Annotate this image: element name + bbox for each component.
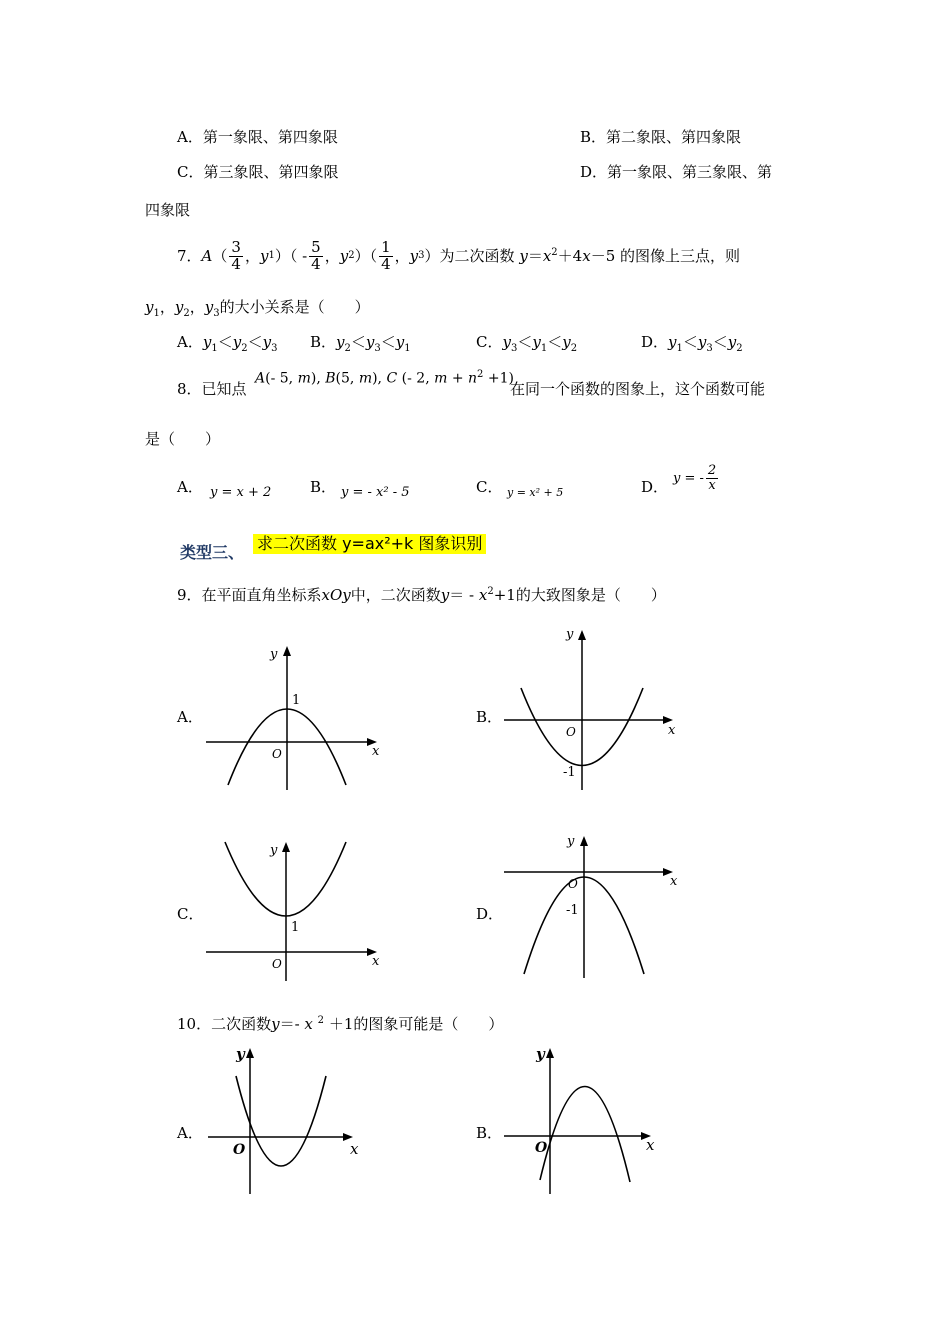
q8-option-a-expr: y = x + 2 [210,485,272,500]
q6-option-d: D．第一象限、第三象限、第 [580,163,773,181]
x-label: x [350,1140,359,1158]
q8-number: 8．已知点 [177,380,247,398]
section-3-label: 类型三、 [180,543,245,562]
y-label: y [536,1045,545,1063]
q7-option-d: D．$y_1<y_3<y_2$ [641,333,743,354]
y-axis-arrow-icon [578,630,586,640]
q8-option-c-expr: y = x² + 5 [507,486,564,499]
y-label: y [236,1045,245,1063]
parabola-curve [540,1086,630,1182]
q7-function: $y=x^2+4x-5$ [519,247,620,265]
q7-fraction-1: $\frac{3}{4}$ [231,237,241,273]
q7-fraction-2: $\frac{5}{4}$ [311,237,321,273]
x-label: x [646,1136,655,1154]
q7-option-b: B．$y_2<y_3<y_1$ [310,333,411,354]
q6-option-c: C．第三象限、第四象限 [177,163,339,181]
y-axis-arrow-icon [246,1048,254,1058]
q7-stem-line2: $y_1$，$y_2$，$y_3$的大小关系是（ ） [145,298,370,319]
q7-point-a: A [201,246,213,265]
q9-graph-d [498,828,688,983]
q6-option-d-continued: 四象限 [145,201,191,219]
q9-graph-c [200,836,390,986]
section-3-title: 求二次函数 y=ax²+k 图象识别 [253,534,486,554]
x-label: x [372,744,380,759]
q9-option-b-label: B． [476,708,503,726]
x-label: x [668,723,676,738]
x-label: x [670,874,678,889]
q9-option-d-label: D． [476,905,504,923]
q10-stem: 10．二次函数y＝- x $^2$ ＋1的图象可能是（ ） [177,1015,504,1033]
q6-option-a: A．第一象限、第四象限 [177,128,338,146]
q8-option-d-expr: y = - $\frac{2}{x}$ [673,463,717,493]
y-axis-arrow-icon [580,836,588,846]
q8-points: A(- 5, m), B(5, m), C (- 2, $m + n^2 +1$) [255,369,514,387]
y-label: y [270,647,278,662]
q7-option-c: C．$y_3<y_1<y_2$ [476,333,578,354]
q9-graph-a [200,640,390,795]
intercept-label: 1 [292,693,301,708]
q6-option-b: B．第二象限、第四象限 [580,128,742,146]
intercept-label: -1 [563,765,576,780]
q8-option-c-label: C． [476,478,503,496]
q8-stem-tail: 在同一个函数的图象上，这个函数可能 [510,380,766,398]
intercept-label: 1 [291,920,300,935]
x-label: x [372,954,380,969]
q9-graph-b [498,622,688,794]
y-label: y [270,843,278,858]
q9-option-c-label: C． [177,905,204,923]
origin-label: O [535,1140,548,1156]
y-axis-arrow-icon [283,646,291,656]
origin-label: O [233,1142,246,1158]
origin-label: O [272,747,282,761]
q10-graph-b [498,1042,668,1197]
q8-option-b-expr: y = - x² - 5 [341,485,410,500]
q9-option-a-label: A． [177,708,203,726]
q8-option-d-label: D． [641,478,669,496]
q7-stem: 7． A （ $\frac{3}{4}$ ， y 1 ）（ - $\frac{5}{4}$ ， y 2 ）（ $\frac{1}{4}$ ， y 3 ）为二次函数 $y=x^2+4x-5$ 的图像上三点，则 [177,237,741,273]
origin-label: O [272,957,282,971]
q10-option-b-label: B． [476,1124,503,1142]
q8-option-b-label: B． [310,478,337,496]
q10-graph-a [200,1042,370,1197]
q7-fraction-3: $\frac{1}{4}$ [381,237,391,273]
y-axis-arrow-icon [282,842,290,852]
q10-option-a-label: A． [177,1124,203,1142]
intercept-label: -1 [566,903,579,918]
q7-option-a: A．$y_1<y_2<y_3$ [177,333,278,354]
q8-option-a-label: A． [177,478,203,496]
y-label: y [567,834,575,849]
q9-stem: 9．在平面直角坐标系xOy中，二次函数$y= - x^2+1$的大致图象是（ ） [177,586,666,604]
q8-stem-line2: 是（ ） [145,430,221,448]
origin-label: O [568,877,578,891]
q7-number: 7． [177,246,202,265]
origin-label: O [566,725,576,739]
y-label: y [566,627,574,642]
y-axis-arrow-icon [546,1048,554,1058]
